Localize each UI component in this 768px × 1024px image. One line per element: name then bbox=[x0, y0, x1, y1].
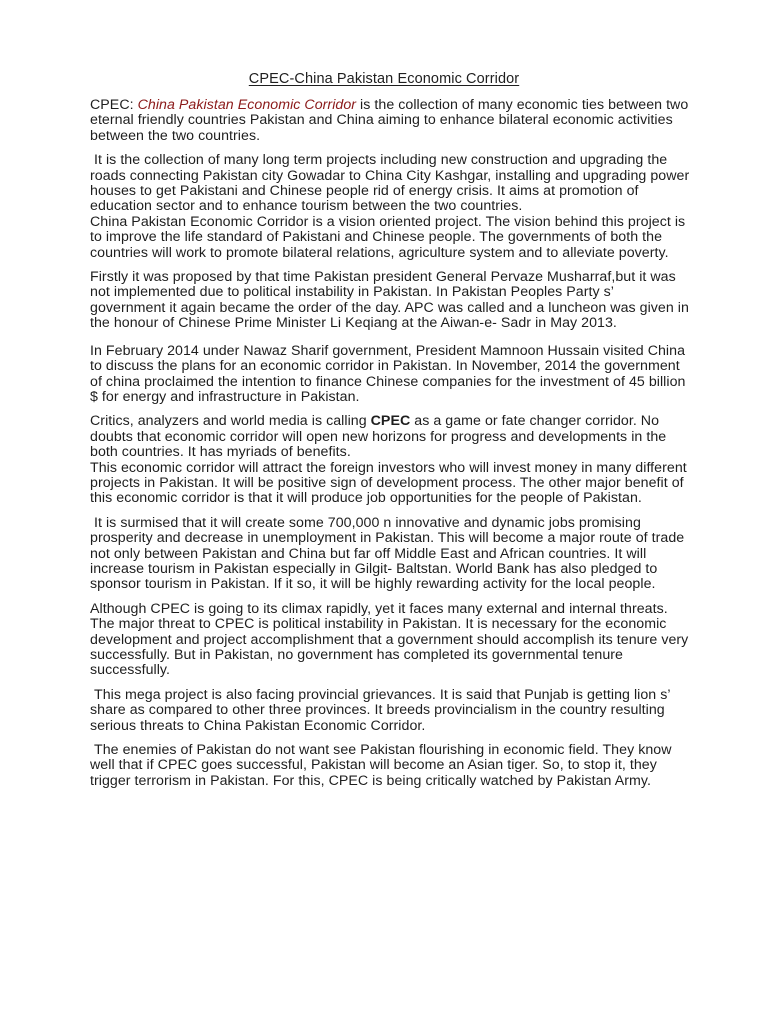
critics-bold: CPEC bbox=[370, 413, 411, 430]
paragraph-investors: This economic corridor will attract the foreign investors who will invest money in many different projects in Pakistan. It will be positive sign of development process. The other major benefit of this economic corridor is that it will produce job opportunities for the people of Pakistan. bbox=[90, 459, 687, 507]
intro-highlight: China Pakistan Economic Corridor bbox=[137, 97, 357, 113]
paragraph-instability: The major threat to CPEC is political instability in Pakistan. It is necessary for the economic development and project accomplishment that a government should accomplish its tenure very successfully. But in Pakistan, no government has completed its governmental tenure successfully. bbox=[90, 616, 689, 679]
document-title: CPEC-China Pakistan Economic Corridor bbox=[248, 71, 520, 87]
paragraph-projects: It is the collection of many long term projects including new construction and upgrading the roads connecting Pakistan city Gowadar to China City Kashgar, installing and upgrading power houses to get Pakistani and Chinese people rid of energy crisis. It aims at promotion of education sector and to enhance tourism between the two countries. bbox=[90, 152, 694, 215]
critics-rest: as a game or fate changer corridor. No doubts that economic corridor will open new horizons for progress and developments in the both countries. It has myriads of benefits. bbox=[90, 413, 667, 461]
paragraph-jobs: It is surmised that it will create some 700,000 n innovative and dynamic jobs promising prosperity and decrease in unemployment in Pakistan. This will become a major route of trade not only between Pakistan and China but far off Middle East and African countries. It will increase tourism in Pakistan especially in Gilgit- Baltstan. World Bank has also pledged to sponsor tourism in Pakistan. If it so, it will be highly rewarding activity for the local people. bbox=[90, 514, 689, 593]
paragraph-threats: Although CPEC is going to its climax rapidly, yet it faces many external and internal threats. bbox=[90, 600, 668, 617]
document-body bbox=[90, 97, 694, 789]
paragraph-vision: China Pakistan Economic Corridor is a vision oriented project. The vision behind this project is to improve the life standard of Pakistani and Chinese people. The governments of both the countries will work to promote bilateral relations, agriculture system and to alleviate poverty. bbox=[90, 213, 686, 261]
paragraph-intro bbox=[90, 98, 690, 144]
paragraph-enemies: The enemies of Pakistan do not want see Pakistan flourishing in economic field. They know well that if CPEC goes successful, Pakistan will become an Asian tiger. So, to stop it, they trigger terrorism in Pakistan. For this, CPEC is being critically watched by Pakistan Army. bbox=[90, 742, 676, 789]
intro-rest: is the collection of many economic ties between two eternal friendly countries Pakistan and China aiming to enhance bilateral economic activities between the two countries. bbox=[90, 97, 689, 144]
paragraph-critics bbox=[90, 414, 690, 460]
paragraph-timeline: In February 2014 under Nawaz Sharif government, President Mamnoon Hussain visited China to discuss the plans for an economic corridor in Pakistan. In November, 2014 the government of china proclaimed the intention to finance Chinese companies for the investment of 45 billion $ for energy and infrastructure in Pakistan. bbox=[90, 342, 686, 405]
paragraph-grievances: This mega project is also facing provincial grievances. It is said that Punjab is getting lion s’ share as compared to other three provinces. It breeds provincialism in the country resulting serious threats to China Pakistan Economic Corridor. bbox=[90, 686, 675, 734]
paragraph-history: Firstly it was proposed by that time Pakistan president General Pervaze Musharraf,but it was not implemented due to political instability in Pakistan. In Pakistan Peoples Party s’ government it again became the order of the day. APC was called and a luncheon was given in the honour of Chinese Prime Minister Li Keqiang at the Aiwan-e- Sadr in May 2013. bbox=[90, 269, 689, 332]
critics-lead: Critics, analyzers and world media is calling bbox=[90, 413, 371, 430]
intro-lead: CPEC: bbox=[90, 97, 138, 113]
